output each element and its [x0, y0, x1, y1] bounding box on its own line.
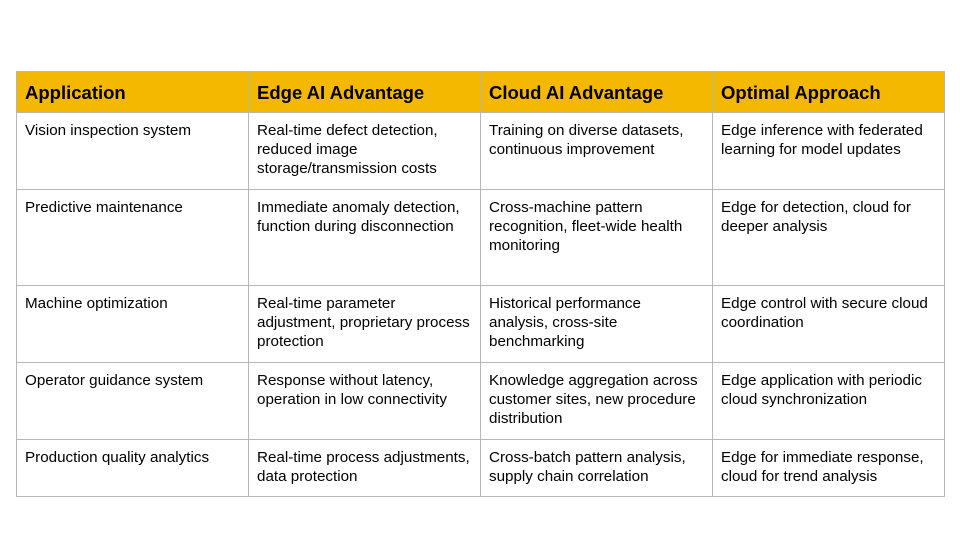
- header-edge-ai-advantage: Edge AI Advantage: [249, 72, 481, 113]
- cell-cloud-ai-advantage: Historical performance analysis, cross-site benchmarking: [481, 286, 713, 363]
- table-row: [17, 190, 945, 286]
- cell-optimal-approach: Edge inference with federated learning for model updates: [713, 113, 945, 190]
- cell-edge-ai-advantage: Immediate anomaly detection, function during disconnection: [249, 190, 481, 286]
- cell-cloud-ai-advantage: Cross-machine pattern recognition, fleet-wide health monitoring: [481, 190, 713, 286]
- cell-application: Vision inspection system: [17, 113, 249, 190]
- cell-edge-ai-advantage: Real-time defect detection, reduced image storage/transmission costs: [249, 113, 481, 190]
- cell-application: Predictive maintenance: [17, 190, 249, 286]
- table-row: [17, 440, 945, 497]
- header-application: Application: [17, 72, 249, 113]
- cell-optimal-approach: Edge for immediate response, cloud for trend analysis: [713, 440, 945, 497]
- cell-application: Production quality analytics: [17, 440, 249, 497]
- cell-cloud-ai-advantage: Cross-batch pattern analysis, supply chain correlation: [481, 440, 713, 497]
- cell-cloud-ai-advantage: Training on diverse datasets, continuous improvement: [481, 113, 713, 190]
- table-row: [17, 286, 945, 363]
- cell-cloud-ai-advantage: Knowledge aggregation across customer sites, new procedure distribution: [481, 363, 713, 440]
- cell-application: Machine optimization: [17, 286, 249, 363]
- cell-edge-ai-advantage: Response without latency, operation in low connectivity: [249, 363, 481, 440]
- header-optimal-approach: Optimal Approach: [713, 72, 945, 113]
- comparison-table: [16, 71, 945, 497]
- table-header-row: [17, 72, 945, 113]
- table-row: [17, 113, 945, 190]
- cell-edge-ai-advantage: Real-time parameter adjustment, proprietary process protection: [249, 286, 481, 363]
- cell-edge-ai-advantage: Real-time process adjustments, data protection: [249, 440, 481, 497]
- cell-application: Operator guidance system: [17, 363, 249, 440]
- cell-optimal-approach: Edge control with secure cloud coordination: [713, 286, 945, 363]
- cell-optimal-approach: Edge for detection, cloud for deeper analysis: [713, 190, 945, 286]
- cell-optimal-approach: Edge application with periodic cloud synchronization: [713, 363, 945, 440]
- header-cloud-ai-advantage: Cloud AI Advantage: [481, 72, 713, 113]
- table-row: [17, 363, 945, 440]
